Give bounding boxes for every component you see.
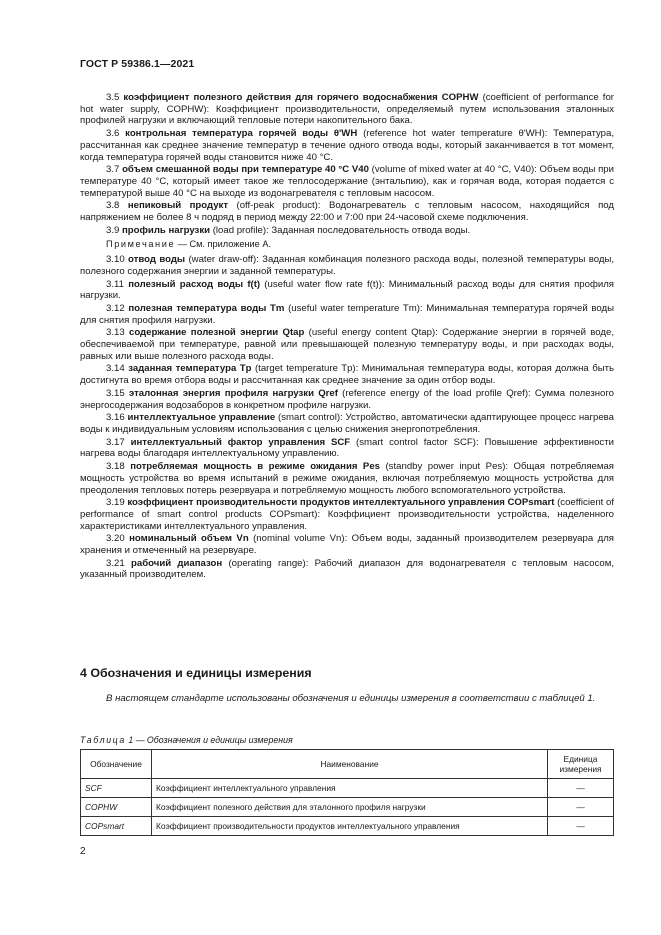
note-label: Примечание xyxy=(106,239,176,250)
cell-unit: — xyxy=(548,817,614,836)
table-caption-label: Таблица xyxy=(80,735,126,745)
symbols-table xyxy=(80,749,614,836)
cell-unit: — xyxy=(548,779,614,798)
cell-symbol: SCF xyxy=(81,779,152,798)
table-caption-text: 1 — Обозначения и единицы измерения xyxy=(128,735,293,745)
document-header: ГОСТ Р 59386.1—2021 xyxy=(80,58,195,70)
definition-3-9: 3.9 профиль нагрузки (load profile): Заданная последовательность отвода воды. xyxy=(106,224,471,236)
cell-name: Коэффициент полезного действия для эталонного профиля нагрузки xyxy=(152,798,548,817)
definition-3-6: 3.6 контрольная температура горячей воды θ'WH (reference hot water temperature θ'WH): Температура, рассчитанная как среднее значение температур в течение одного отвода воды, который заканчивается в тот момент, когда температура горячей воды становится ниже 40 °С. xyxy=(80,128,615,163)
term: номинальный объем Vn xyxy=(129,533,249,545)
table-row xyxy=(81,798,614,817)
definition-3-16: 3.16 интеллектуальное управление (smart control): Устройство, автоматически адаптирующее процесс нагрева воды к индивидуальным условиям использования с целью снижения энергопотребления. xyxy=(80,412,614,435)
definition-3-5: 3.5 коэффициент полезного действия для горячего водоснабжения COPHW (coefficient of performance for hot water supply, COPHW): Коэффициент производительности, определяемый путем использования эталонных профилей нагрузки и включающий тепловые потери накопительного бака. xyxy=(80,92,614,127)
definition-3-19: 3.19 коэффициент производительности продуктов интеллектуального управления COPsmart (coefficient of performance of smart control products COPsmart): Коэффициент производительности устройства, наделенного характеристиками интеллектуального управления. xyxy=(80,497,614,532)
section-intro: В настоящем стандарте использованы обозначения и единицы измерения в соответствии с таблицей 1. xyxy=(106,693,596,704)
term: эталонная энергия профиля нагрузки Qref xyxy=(128,387,338,399)
cell-name: Коэффициент производительности продуктов интеллектуального управления xyxy=(152,817,548,836)
term: рабочий диапазон xyxy=(131,557,223,569)
cell-unit: — xyxy=(548,798,614,817)
cell-symbol: COPHW xyxy=(81,798,152,817)
definition-3-7: 3.7 объем смешанной воды при температуре 40 °С V40 (volume of mixed water at 40 °С, V40): Объем воды при температуре 40 °С, который имеет такое же теплосодержание (энтальпию), как и горячая вода, которая подается с температурой выше 40 °С на выходе из водонагревателя с тепловым насосом. xyxy=(80,164,615,199)
term: полезная температура воды Tm xyxy=(128,302,285,314)
term: интеллектуальное управление xyxy=(127,412,276,424)
table-caption xyxy=(80,735,293,745)
term: коэффициент полезного действия для горячего водоснабжения COPHW xyxy=(123,92,479,103)
note: Примечание — См. приложение А. xyxy=(106,239,272,250)
definition-3-13: 3.13 содержание полезной энергии Qtap (useful energy content Qtap): Содержание энергии в горячей воде, обеспечиваемой при температуре, равной или превышающей полезную температуру воды, и при расходах воды, равных или выше полезного расхода воды. xyxy=(80,327,614,362)
header-unit: Единица измерения xyxy=(548,750,614,779)
cell-symbol: COPsmart xyxy=(81,817,152,836)
term: коэффициент производительности продуктов интеллектуального управления COPsmart xyxy=(127,497,555,509)
definition-3-18: 3.18 потребляемая мощность в режиме ожидания Pes (standby power input Pes): Общая потребляемая мощность устройства во время испытаний в режиме ожидания, включая потребляемую мощность устройства для преодоления тепловых потерь резервуара и потребляемую мощность любого вспомогательного устройства. xyxy=(80,461,615,496)
term: объем смешанной воды при температуре 40 °С V40 xyxy=(122,164,369,176)
term: непиковый продукт xyxy=(127,200,229,212)
table-header-row xyxy=(81,750,614,779)
term: интеллектуальный фактор управления SCF xyxy=(130,436,351,448)
definitions-body xyxy=(80,92,614,581)
term: профиль нагрузки xyxy=(122,224,211,236)
page-number: 2 xyxy=(80,846,86,857)
term: потребляемая мощность в режиме ожидания Pes xyxy=(130,461,380,473)
term: контрольная температура горячей воды θ'WH xyxy=(125,128,358,140)
definition-3-17: 3.17 интеллектуальный фактор управления SCF (smart control factor SCF): Повышение эффективности нагрева воды благодаря интеллектуальному управлению. xyxy=(80,436,614,460)
term: отвод воды xyxy=(128,254,186,266)
table-row xyxy=(81,817,614,836)
definition-3-21: 3.21 рабочий диапазон (operating range): Рабочий диапазон для водонагревателя с тепловым насосом, указанный производителем. xyxy=(80,557,614,581)
term: содержание полезной энергии Qtap xyxy=(128,327,305,339)
definition-3-14: 3.14 заданная температура Tp (target temperature Tp): Минимальная температура воды, которая должна быть достигнута во время отбора воды и рассчитанная как среднее значение за один отбор воды. xyxy=(80,363,614,387)
cell-name: Коэффициент интеллектуального управления xyxy=(152,779,548,798)
definition-3-10: 3.10 отвод воды (water draw-off): Заданная комбинация полезного расхода воды, полезной температуры воды, полезного содержания энергии и заданной температуры. xyxy=(80,254,615,277)
section-title: 4 Обозначения и единицы измерения xyxy=(80,666,312,680)
header-symbol: Обозначение xyxy=(81,750,152,779)
table-row xyxy=(81,779,614,798)
definition-3-12: 3.12 полезная температура воды Tm (useful water temperature Tm): Минимальная температура горячей воды для снятия профиля нагрузки. xyxy=(80,302,615,326)
header-name: Наименование xyxy=(152,750,548,779)
term: заданная температура Tp xyxy=(128,363,252,375)
definition-3-11: 3.11 полезный расход воды f(t) (useful water flow rate f(t)): Минимальный расход воды для снятия профиля нагрузки. xyxy=(80,278,614,302)
term: полезный расход воды f(t) xyxy=(128,278,261,290)
definition-3-20: 3.20 номинальный объем Vn (nominal volume Vn): Объем воды, заданный производителем резервуара для хранения и отмеченный на резервуаре. xyxy=(80,533,614,557)
definition-3-15: 3.15 эталонная энергия профиля нагрузки Qref (reference energy of the load profile Qref): Сумма полезного энергосодержания водозаборов в конкретном профиле нагрузки. xyxy=(80,387,615,411)
definition-3-8: 3.8 непиковый продукт (off-peak product): Водонагреватель с тепловым насосом, находящийся под напряжением не более 8 ч подряд в период между 22:00 и 7:00 при 24-часовой схеме подключения. xyxy=(80,200,614,224)
